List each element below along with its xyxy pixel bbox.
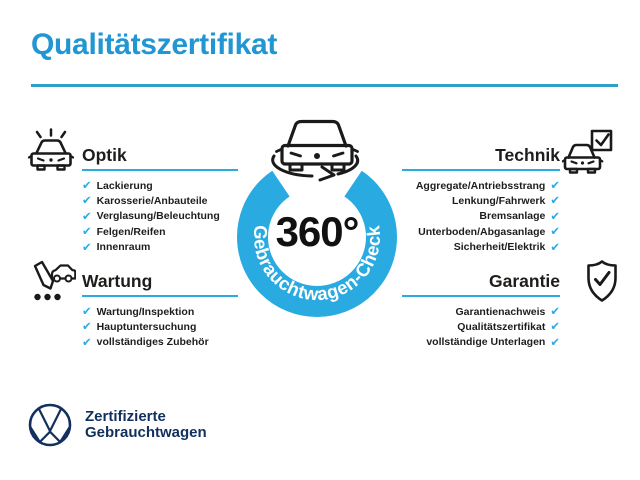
checklist-item bbox=[82, 304, 209, 319]
checklist-label: Felgen/Reifen bbox=[96, 225, 166, 238]
page-title: Qualitätszertifikat bbox=[31, 28, 278, 61]
checklist-item bbox=[82, 178, 220, 193]
section-rule-garantie bbox=[402, 295, 560, 297]
checklist-label: Innenraum bbox=[96, 241, 151, 254]
section-rule-technik bbox=[402, 169, 560, 171]
footer-line1: Zertifizierte bbox=[85, 408, 166, 425]
check-icon: ✔ bbox=[550, 208, 560, 223]
check-icon: ✔ bbox=[82, 239, 92, 254]
checklist-item bbox=[82, 209, 220, 224]
check-icon: ✔ bbox=[550, 303, 560, 318]
checklist-label: Karosserie/Anbauteile bbox=[96, 195, 208, 208]
checklist-item bbox=[82, 335, 209, 350]
checklist-item bbox=[82, 240, 220, 255]
check-icon: ✔ bbox=[82, 319, 92, 334]
check-icon: ✔ bbox=[82, 208, 92, 223]
badge-center-label: 360° bbox=[275, 208, 359, 255]
checklist-label: Garantienachweis bbox=[455, 305, 546, 318]
footer-brand-text bbox=[85, 409, 207, 441]
360-check-badge bbox=[232, 112, 402, 322]
section-header-wartung: Wartung bbox=[82, 271, 153, 291]
checklist-label: Lenkung/Fahrwerk bbox=[452, 195, 546, 208]
checklist-item bbox=[82, 193, 220, 208]
shield-check-icon bbox=[584, 259, 620, 305]
checklist-item bbox=[82, 224, 220, 239]
section-rule-wartung bbox=[82, 295, 238, 297]
checklist-label: Sicherheit/Elektrik bbox=[453, 241, 546, 254]
check-icon: ✔ bbox=[82, 177, 92, 192]
checklist-label: Verglasung/Beleuchtung bbox=[96, 210, 220, 223]
checklist-label: Aggregate/Antriebsstrang bbox=[415, 179, 546, 192]
section-header-garantie: Garantie bbox=[489, 271, 560, 291]
title-divider bbox=[31, 84, 618, 87]
check-icon: ✔ bbox=[550, 177, 560, 192]
checklist-item bbox=[360, 335, 560, 350]
checklist-wartung bbox=[82, 304, 209, 350]
checklist-label: vollständige Unterlagen bbox=[426, 336, 546, 349]
check-icon: ✔ bbox=[550, 334, 560, 349]
check-icon: ✔ bbox=[82, 303, 92, 318]
check-icon: ✔ bbox=[82, 224, 92, 239]
footer-line2: Gebrauchtwagen bbox=[85, 424, 207, 441]
check-icon: ✔ bbox=[82, 193, 92, 208]
sparkling-car-icon bbox=[28, 127, 74, 175]
checklist-label: Qualitätszertifikat bbox=[457, 321, 546, 334]
section-rule-optik bbox=[82, 169, 238, 171]
vw-logo bbox=[27, 402, 73, 448]
check-icon: ✔ bbox=[550, 319, 560, 334]
badge-ring-label: Gebrauchtwagen-Check bbox=[249, 224, 385, 305]
pencil-and-car-icon bbox=[26, 258, 76, 304]
checklist-label: Hauptuntersuchung bbox=[96, 321, 197, 334]
checklist-optik bbox=[82, 178, 220, 255]
checklist-label: Bremsanlage bbox=[479, 210, 546, 223]
check-icon: ✔ bbox=[82, 334, 92, 349]
section-header-optik: Optik bbox=[82, 145, 127, 165]
check-icon: ✔ bbox=[550, 239, 560, 254]
checklist-label: Unterboden/Abgasanlage bbox=[418, 225, 546, 238]
check-icon: ✔ bbox=[550, 224, 560, 239]
car-with-checkbox-icon bbox=[562, 128, 614, 178]
checklist-label: Lackierung bbox=[96, 179, 153, 192]
checklist-label: vollständiges Zubehör bbox=[96, 336, 209, 349]
checklist-label: Wartung/Inspektion bbox=[96, 305, 195, 318]
check-icon: ✔ bbox=[550, 193, 560, 208]
section-header-technik: Technik bbox=[495, 145, 560, 165]
checklist-item bbox=[82, 319, 209, 334]
